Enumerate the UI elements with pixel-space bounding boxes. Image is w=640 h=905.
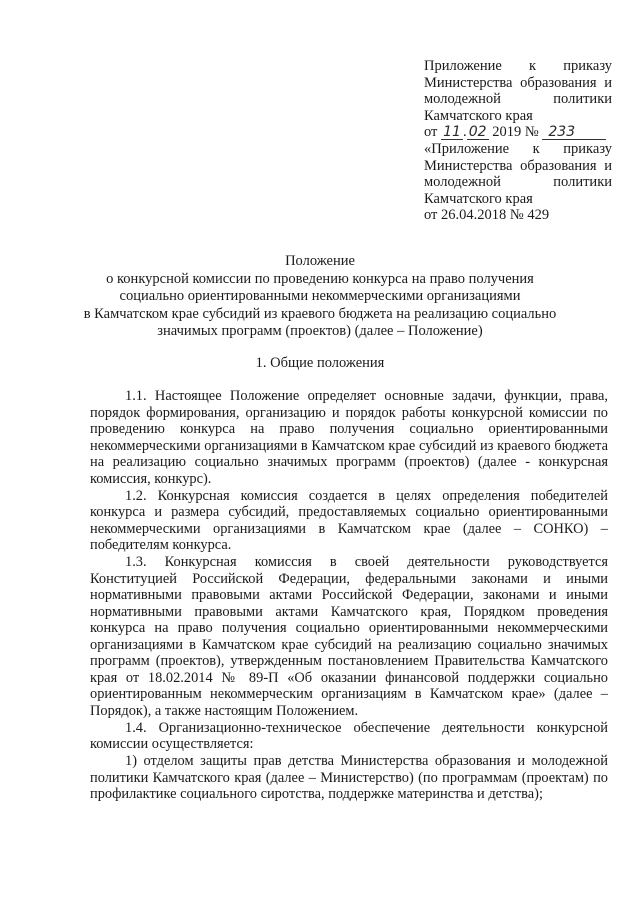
appendix-line-3: молодежной политики bbox=[424, 91, 612, 108]
appendix-header bbox=[424, 58, 612, 224]
handwritten-order-month: 02 bbox=[467, 126, 489, 140]
title-line-2: о конкурсной комиссии по проведению конкурса на право получения bbox=[106, 270, 534, 287]
prev-appendix-line-3: молодежной политики bbox=[424, 174, 612, 191]
order-year-and-no: 2019 № bbox=[492, 124, 539, 141]
list-item-1: 1) отделом защиты прав детства Министерства образования и молодежной политики Камчатского края (далее – Министерство) (по программам (проектам) по профилактике социального сиротства, поддержке материнства и детства); bbox=[90, 753, 608, 802]
paragraph-1-1: 1.1. Настоящее Положение определяет основные задачи, функции, права, порядок формирования, организацию и порядок работы конкурсной комиссии по проведению конкурса на право получения социально ориентированными некоммерческими организациями в Камчатском крае субсидий из краевого бюджета на реализацию социально значимых программ (проектов) (далее - конкурсная комиссия, конкурс). bbox=[90, 388, 608, 487]
paragraph-1-4: 1.4. Организационно-техническое обеспечение деятельности конкурсной комиссии осуществляется: bbox=[90, 719, 608, 752]
paragraph-1-2: 1.2. Конкурсная комиссия создается в целях определения победителей конкурса и размера субсидий, предоставляемых социально ориентированными некоммерческими организациями в Камчатском крае (далее – СОНКО) – победителям конкурса. bbox=[90, 487, 608, 553]
title-line-5: значимых программ (проектов) (далее – Положение) bbox=[157, 323, 483, 339]
prev-appendix-line-4: Камчатского края bbox=[424, 190, 533, 207]
handwritten-order-day: 11 bbox=[441, 126, 463, 140]
order-prefix: от bbox=[424, 124, 438, 141]
prev-appendix-line-5: от 26.04.2018 № 429 bbox=[424, 207, 550, 224]
order-date-number-line: от 11 . 02 2019 № 233 bbox=[424, 124, 612, 141]
title-line-4: в Камчатском крае субсидий из краевого бюджета на реализацию социально bbox=[83, 305, 557, 322]
appendix-line-1: Приложение к приказу bbox=[424, 58, 612, 74]
document-title bbox=[80, 253, 560, 341]
prev-appendix-line-2: Министерства образования и bbox=[424, 157, 612, 174]
handwritten-order-number: 233 bbox=[542, 126, 606, 140]
paragraph-1-3: 1.3. Конкурсная комиссия в своей деятельности руководствуется Конституцией Российской Федерации, федеральными законами и иными нормативными правовыми актами Российской Федерации, законами и иными нормативными правовыми актами Камчатского края, Порядком проведения конкурса на право получения социально ориентированными некоммерческими организациями в Камчатском крае субсидий на реализацию социально значимых программ (проектов), утвержденным постановлением Правительства Камчатского края от 18.02.2014 № 89-П «Об оказании финансовой поддержки социально ориентированным некоммерческим организациям в Камчатском крае» (далее – Порядок), а также настоящим Положением. bbox=[90, 554, 608, 719]
appendix-line-4: Камчатского края bbox=[424, 107, 533, 124]
prev-appendix-line-1: «Приложение к приказу bbox=[424, 140, 612, 157]
appendix-line-2: Министерства образования и bbox=[424, 74, 612, 91]
section-heading: 1. Общие положения bbox=[255, 355, 385, 371]
document-body bbox=[90, 388, 608, 803]
title-line-1: Положение bbox=[285, 253, 355, 269]
title-line-3: социально ориентированными некоммерческими организациями bbox=[119, 288, 521, 304]
